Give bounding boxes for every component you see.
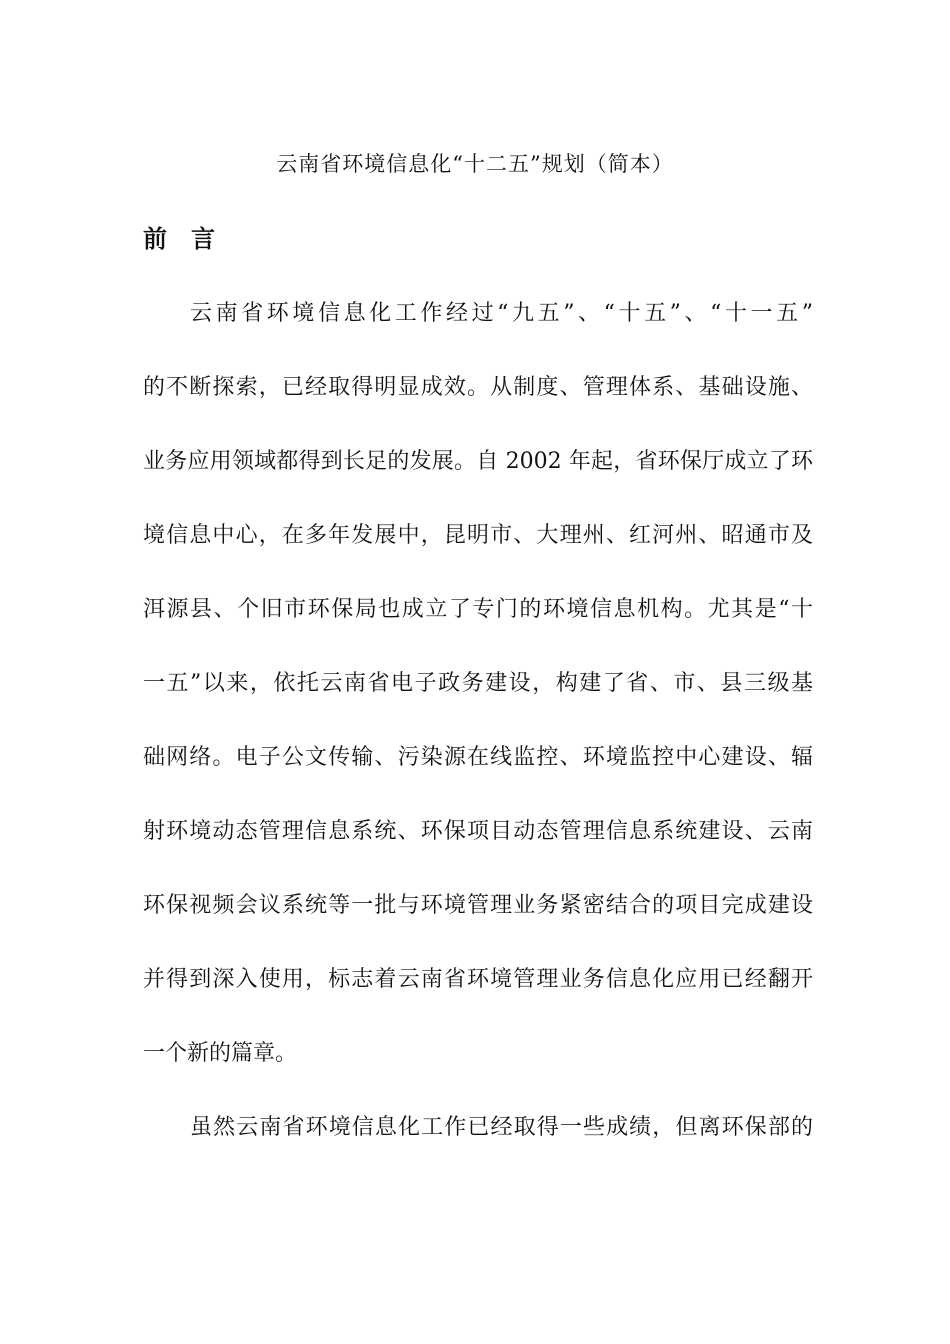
paragraph-line: 业务应用领域都得到长足的发展。自 2002 年起，省环保厅成立了环 [143,449,813,474]
paragraph-line: 云南省环境信息化工作经过“九五”、“十五”、“十一五” [190,301,813,326]
paragraph-line: 的不断探索，已经取得明显成效。从制度、管理体系、基础设施、 [143,375,813,400]
paragraph-line: 射环境动态管理信息系统、环保项目动态管理信息系统建设、云南 [143,819,813,844]
section-heading-part1: 前 [143,225,167,253]
paragraph-line: 并得到深入使用，标志着云南省环境管理业务信息化应用已经翻开 [143,967,813,992]
document-title: 云南省环境信息化“十二五”规划（简本） [276,152,674,176]
paragraph-line: 础网络。电子公文传输、污染源在线监控、环境监控中心建设、辐 [143,745,813,770]
paragraph-line: 一五”以来，依托云南省电子政务建设，构建了省、市、县三级基 [143,671,813,696]
section-heading-part2: 言 [191,225,215,253]
paragraph-line: 洱源县、个旧市环保局也成立了专门的环境信息机构。尤其是“十 [143,597,813,622]
paragraph-line: 环保视频会议系统等一批与环境管理业务紧密结合的项目完成建设 [143,893,813,918]
paragraph-line: 境信息中心，在多年发展中，昆明市、大理州、红河州、昭通市及 [143,523,813,548]
paragraph-line: 虽然云南省环境信息化工作已经取得一些成绩，但离环保部的 [190,1115,813,1140]
section-heading [143,222,215,256]
paragraph-line: 一个新的篇章。 [143,1041,298,1066]
